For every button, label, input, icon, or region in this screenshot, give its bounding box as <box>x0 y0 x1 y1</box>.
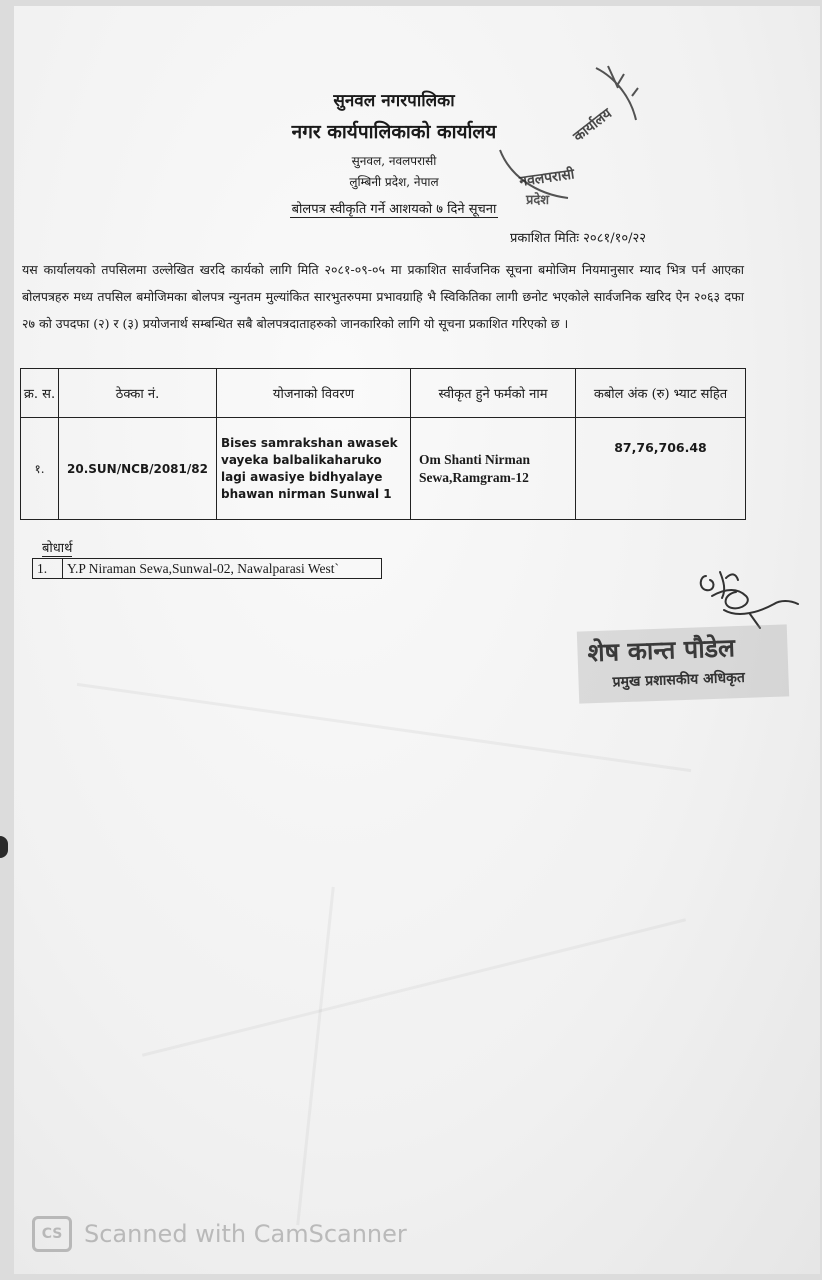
address-line-2: लुम्बिनी प्रदेश, नेपाल <box>349 175 439 189</box>
signatory-designation: प्रमुख प्रशासकीय अधिकृत <box>612 669 746 691</box>
camscanner-logo-icon: CS <box>32 1216 72 1252</box>
camscanner-text: Scanned with CamScanner <box>84 1220 407 1248</box>
notice-subject-text: बोलपत्र स्वीकृति गर्ने आशयको ७ दिने सूचना <box>291 202 497 217</box>
stamp-text-1: कार्यालय <box>570 105 615 146</box>
header-sn: क्र. स. <box>21 369 59 418</box>
binder-clip-icon <box>0 836 8 858</box>
cc-title: बोधार्थ <box>42 538 72 557</box>
publication-date: प्रकाशित मितिः २०८१/१०/२२ <box>510 231 647 246</box>
cell-description: Bises samrakshan awasek vayeka balbalikaharuko lagi awasiye bidhyalaye bhawan nirman Sunwal 1 <box>217 418 411 520</box>
stamp-text-3: प्रदेश <box>526 193 550 208</box>
header-firm: स्वीकृत हुने फर्मको नाम <box>411 369 576 418</box>
stamp-text-2: नवलपरासी <box>518 166 576 190</box>
cell-sn: १. <box>21 418 59 520</box>
header-description: योजनाको विवरण <box>217 369 411 418</box>
cc-table <box>32 558 382 579</box>
notice-subject <box>14 198 774 217</box>
signatory-name: शेष कान्त पौडेल <box>587 633 736 668</box>
cell-contract-no: 20.SUN/NCB/2081/82 <box>59 418 217 520</box>
table-header-row <box>21 369 746 418</box>
notice-body: यस कार्यालयको तपसिलमा उल्लेखित खरदि कार्यको लागि मिति २०८१-०९-०५ मा प्रकाशित सार्वजनिक सूचना बमोजिम नियमानुसार म्याद भित्र पर्न आएका बोलपत्रहरु मध्य तपसिल बमोजिमका बोलपत्र न्युनतम मुल्यांकित सारभुतरुपमा प्रभावग्राहि भै स्विकितिका लागी छनोट भएकोले सार्वजनिक खरिद ऐन २०६३ दफा २७ को उपदफा (२) र (३) प्रयोजनार्थ सम्बन्धित सबै बोलपत्रदाताहरुको जानकारिको लागि यो सूचना प्रकाशित गरिएको छ । <box>22 262 744 331</box>
cc-item-text: Y.P Niraman Sewa,Sunwal-02, Nawalparasi West` <box>63 559 382 579</box>
name-stamp <box>577 624 789 703</box>
cell-firm: Om Shanti Nirman Sewa,Ramgram-12 <box>411 418 576 520</box>
cc-row <box>33 559 382 579</box>
cell-amount: 87,76,706.48 <box>576 418 746 520</box>
header-amount: कबोल अंक (रु) भ्याट सहित <box>576 369 746 418</box>
paper-crease <box>142 918 686 1056</box>
table-row <box>21 418 746 520</box>
office-name: नगर कार्यपालिकाको कार्यालय <box>291 121 497 143</box>
municipality-name: सुनवल नगरपालिका <box>333 91 455 111</box>
header-contract-no: ठेक्का नं. <box>59 369 217 418</box>
cc-item-number: 1. <box>33 559 63 579</box>
paper-crease <box>296 887 335 1225</box>
camscanner-watermark <box>32 1216 407 1252</box>
scanned-document <box>14 6 820 1274</box>
award-table <box>20 368 746 520</box>
address-line-1: सुनवल, नवलपरासी <box>351 154 437 168</box>
office-seal-icon <box>486 58 656 208</box>
